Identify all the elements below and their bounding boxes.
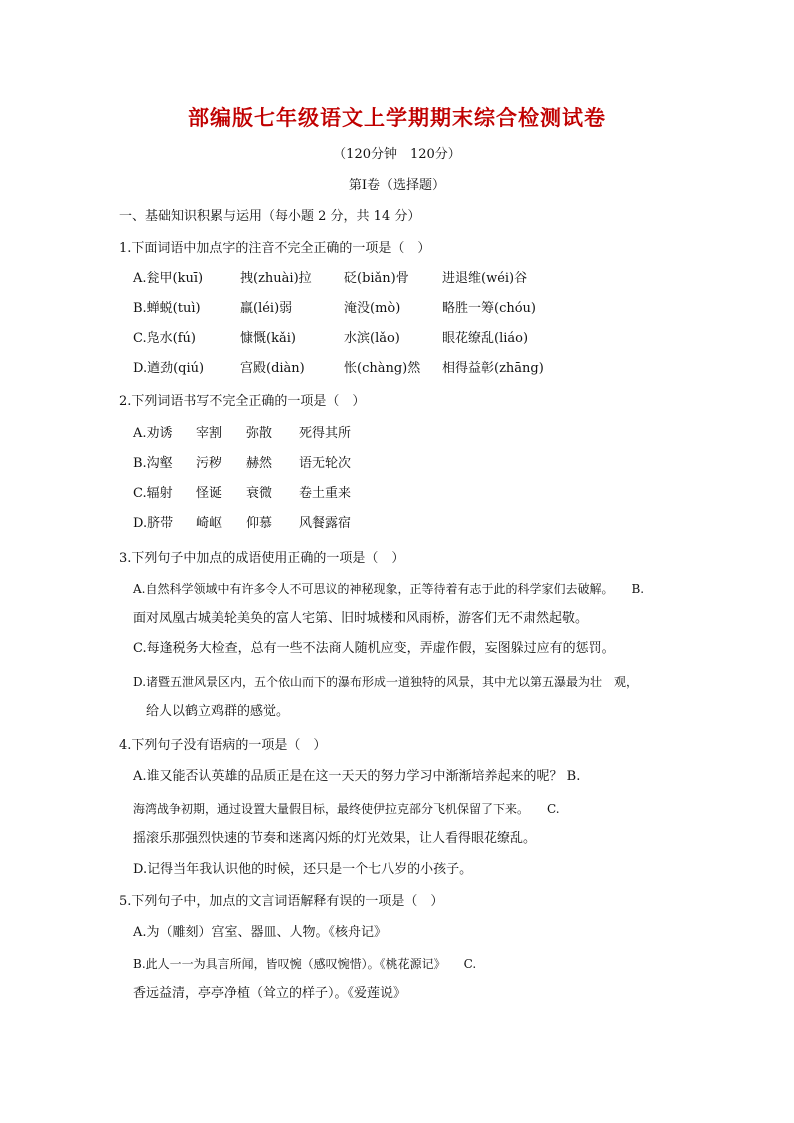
q2-option-a-1: A.劝诱	[133, 426, 173, 441]
q4-line-4: D.记得当年我认识他的时候，还只是一个七八岁的小孩子。	[133, 862, 473, 877]
q1-option-c-2: 慷慨(kǎi)	[240, 331, 296, 346]
q2-option-a-3: 弥散	[246, 426, 273, 441]
q1-option-b-4: 略胜一筹(chóu)	[442, 301, 536, 316]
q3-line-5: 给人以鹤立鸡群的感觉。	[146, 704, 290, 719]
q5-line-3: 香远益清，亭亭净植（耸立的样子）。《爱莲说》	[133, 986, 407, 1001]
q1-option-a-3: 砭(biǎn)骨	[344, 271, 409, 286]
q2-option-c-4: 卷土重来	[299, 486, 352, 501]
q3-line-2: 面对凤凰古城美轮美奂的富人宅第、旧时城楼和风雨桥，游客们无不肃然起敬。	[133, 611, 589, 626]
q1-option-c-3: 水滨(lǎo)	[344, 331, 400, 346]
q2-option-c-2: 怪诞	[196, 486, 223, 501]
q1-option-c-4: 眼花缭乱(liáo)	[442, 331, 529, 346]
q2-option-d-1: D.脐带	[133, 516, 174, 531]
q4-line-2: 海湾战争初期，通过设置大量假目标，最终使伊拉克部分飞机保留了下来。 C.	[133, 802, 560, 816]
exam-duration: （120分钟 120分）	[333, 147, 461, 162]
q1-option-a-2: 拽(zhuài)拉	[240, 271, 312, 286]
q1-option-b-1: B.蝉蜕(tuì)	[133, 301, 201, 316]
q2-option-b-4: 语无轮次	[299, 456, 352, 471]
q5-line-1: A.为（雕刻）宫室、器皿、人物。《核舟记》	[133, 925, 388, 940]
q2-option-b-1: B.沟壑	[133, 456, 173, 471]
q1-option-b-2: 羸(léi)弱	[240, 301, 293, 316]
section-heading: 一、基础知识积累与运用（每小题 2 分，共 14 分）	[119, 209, 421, 224]
question-4-stem: 4.下列句子没有语病的一项是（ ）	[119, 738, 327, 753]
q4-line-1: A.谁又能否认英雄的品质正是在这一天天的努力学习中渐渐培养起来的呢？ B.	[133, 769, 581, 784]
q1-option-d-1: D.遒劲(qiú)	[133, 361, 205, 376]
question-3-stem: 3.下列句子中加点的成语使用正确的一项是（ ）	[119, 551, 405, 566]
question-5-stem: 5.下列句子中，加点的文言词语解释有误的一项是（ ）	[119, 894, 444, 909]
q2-option-d-4: 风餐露宿	[299, 516, 352, 531]
q1-option-d-3: 怅(chàng)然	[344, 361, 421, 376]
q1-option-d-4: 相得益彰(zhāng)	[442, 361, 544, 376]
q2-option-b-3: 赫然	[246, 456, 273, 471]
question-1-stem: 1.下面词语中加点字的注音不完全正确的一项是（ ）	[119, 241, 431, 256]
exam-title: 部编版七年级语文上学期期末综合检测试卷	[188, 105, 606, 130]
q3-line-1: A.自然科学领域中有许多令人不可思议的神秘现象，正等待着有志于此的科学家们去破解。 B.	[133, 582, 645, 596]
q2-option-d-3: 仰慕	[246, 516, 273, 531]
q3-line-3: C.每逢税务大检查，总有一些不法商人随机应变，弄虚作假，妄图躲过应有的惩罚。	[133, 641, 615, 656]
q3-line-4: D.诸暨五泄风景区内，五个依山而下的瀑布形成一道独特的风景，其中尤以第五瀑最为壮 观，	[133, 675, 639, 689]
q4-line-3: 摇滚乐那强烈快速的节奏和迷离闪烁的灯光效果，让人看得眼花缭乱。	[133, 831, 537, 846]
q1-option-b-3: 淹没(mò)	[344, 301, 401, 316]
q2-option-a-4: 死得其所	[299, 426, 352, 441]
q1-option-d-2: 宫殿(diàn)	[240, 361, 305, 376]
q5-line-2: B.此人一一为具言所闻，皆叹惋（感叹惋惜）。《桃花源记》 C.	[133, 957, 477, 971]
q1-option-a-1: A.瓮甲(kuī)	[133, 271, 204, 286]
q1-option-c-1: C.凫水(fú)	[133, 331, 196, 346]
q1-option-a-4: 进退维(wéi)谷	[442, 271, 528, 286]
question-2-stem: 2.下列词语书写不完全正确的一项是（ ）	[119, 394, 366, 409]
volume-heading: 第Ⅰ卷（选择题）	[348, 178, 446, 193]
q2-option-a-2: 宰割	[196, 426, 223, 441]
q2-option-b-2: 污秽	[196, 456, 223, 471]
q2-option-d-2: 崎岖	[196, 516, 223, 531]
q2-option-c-1: C.辐射	[133, 486, 173, 501]
q2-option-c-3: 衰微	[246, 486, 273, 501]
